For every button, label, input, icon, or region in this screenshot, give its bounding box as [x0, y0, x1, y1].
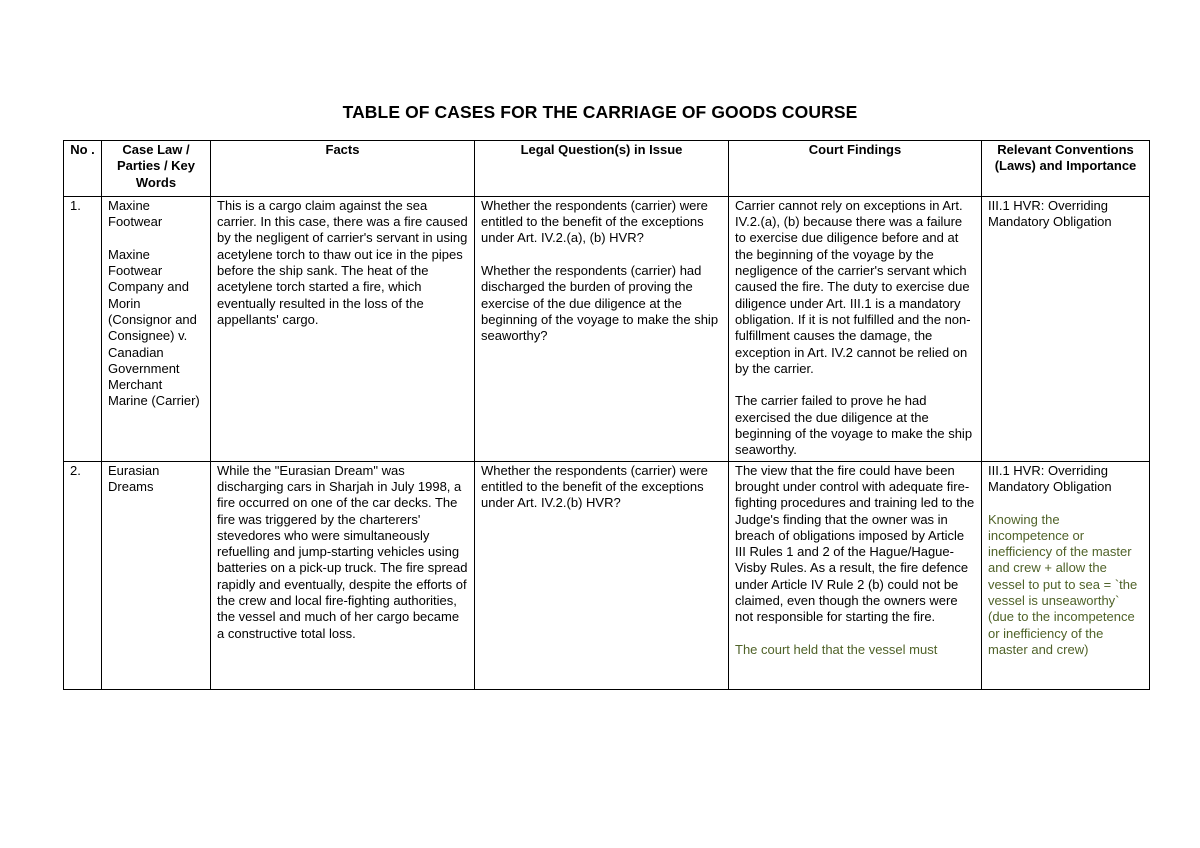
- header-no: No .: [64, 141, 102, 197]
- facts-text: While the "Eurasian Dream" was discharging cars in Sharjah in July 1998, a fire occurred on one of the car decks. The fire was triggered by the charterers' stevedores who were simultaneously refuelling and jump-starting vehicles using batteries on a pick-up truck. The fire spread rapidly and eventually, despite the efforts of the crew and local fire-fighting authorities, the vessel and much of her cargo became a constructive total loss.: [217, 462, 468, 641]
- header-court-findings: Court Findings: [729, 141, 982, 197]
- header-legal-question: Legal Question(s) in Issue: [475, 141, 729, 197]
- question-text: Whether the respondents (carrier) had discharged the burden of proving the exercise of the due diligence at the beginning of the voyage to make the ship seaworthy?: [481, 263, 719, 344]
- facts-cell: [211, 196, 475, 461]
- question-cell: [475, 196, 729, 461]
- table-row: [64, 461, 1150, 689]
- case-cell: [102, 196, 211, 461]
- question-cell: [475, 461, 729, 689]
- conventions-text: III.1 HVR: Overriding Mandatory Obligation: [988, 462, 1112, 494]
- cases-table: [63, 140, 1150, 690]
- case-parties: Maxine Footwear Company and Morin (Consignor and Consignee) v. Canadian Government Merchant Marine (Carrier): [108, 246, 200, 409]
- conventions-cell: [982, 196, 1150, 461]
- case-name: Maxine Footwear: [108, 197, 163, 230]
- findings-annotation: The court held that the vessel must: [735, 641, 938, 657]
- case-cell: [102, 461, 211, 689]
- case-name: Eurasian Dreams: [108, 462, 160, 494]
- question-text: Whether the respondents (carrier) were entitled to the benefit of the exceptions under Art. IV.2.(b) HVR?: [481, 462, 708, 511]
- conventions-annotation: Knowing the incompetence or inefficiency of the master and crew + allow the vessel to put to sea = `the vessel is unseaworthy` (due to the incompetence or inefficiency of the master and crew): [988, 511, 1138, 657]
- findings-cell: [729, 461, 982, 689]
- row-number: 2.: [64, 461, 102, 689]
- row-number: 1.: [64, 196, 102, 461]
- document-title: TABLE OF CASES FOR THE CARRIAGE OF GOODS COURSE: [342, 102, 858, 122]
- facts-cell: [211, 461, 475, 689]
- conventions-cell: [982, 461, 1150, 689]
- table-row: [64, 196, 1150, 461]
- header-facts: Facts: [211, 141, 475, 197]
- findings-text: The carrier failed to prove he had exercised the due diligence at the beginning of the voyage to make the ship seaworthy.: [735, 393, 973, 458]
- facts-text: This is a cargo claim against the sea carrier. In this case, there was a fire caused by the negligent of carrier's servant in using acetylene torch to thaw out ice in the pipes before the ship sank. The heat of the acetylene torch started a fire, which eventually resulted in the loss of the appellants' cargo.: [217, 197, 468, 327]
- table-header-row: [64, 141, 1150, 197]
- conventions-text: III.1 HVR: Overriding Mandatory Obligation: [988, 197, 1112, 230]
- findings-text: The view that the fire could have been brought under control with adequate fire-fighting procedures and training led to the Judge's finding that the owner was in breach of obligations imposed by Article III Rules 1 and 2 of the Hague/Hague-Visby Rules. As a result, the fire defence under Article IV Rule 2 (b) could not be claimed, even though the owners were not responsible for starting the fire.: [735, 462, 975, 625]
- findings-cell: [729, 196, 982, 461]
- header-conventions: Relevant Conventions (Laws) and Importance: [982, 141, 1150, 197]
- header-case-law: Case Law / Parties / Key Words: [102, 141, 211, 197]
- question-text: Whether the respondents (carrier) were entitled to the benefit of the exceptions under Art. IV.2.(a), (b) HVR?: [481, 197, 708, 246]
- findings-text: Carrier cannot rely on exceptions in Art. IV.2.(a), (b) because there was a failure to exercise due diligence before and at the beginning of the voyage by the negligence of the carrier's servant which caused the fire. The duty to exercise due diligence under Art. III.1 is a mandatory obligation. If it is not fulfilled and the non-fulfillment causes the damage, the exception in Art. IV.2 cannot be relied on by the carrier.: [735, 197, 971, 376]
